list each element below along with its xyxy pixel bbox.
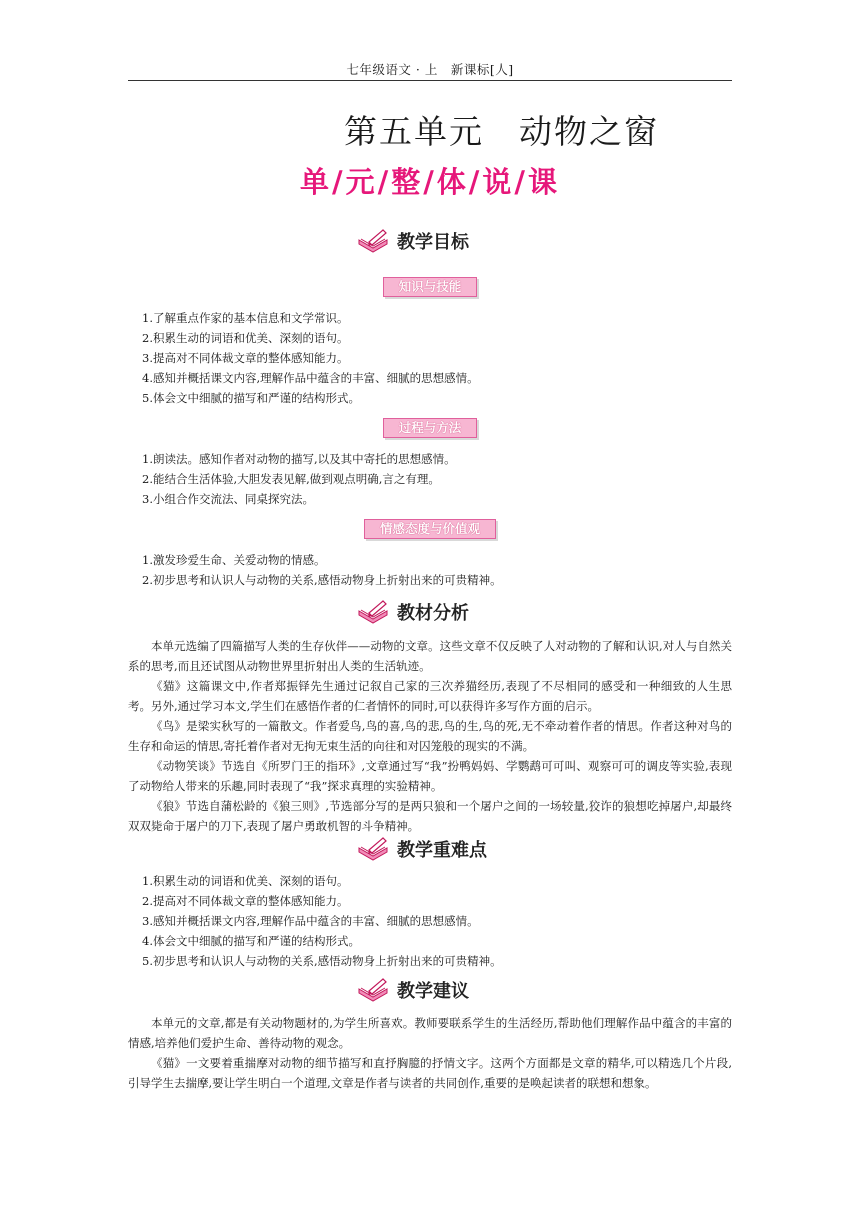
tag-knowledge-skills: 知识与技能	[383, 277, 477, 297]
header-divider	[128, 80, 732, 81]
pen-and-book-icon	[357, 977, 389, 1003]
section-objectives-heading	[357, 228, 469, 254]
section-objectives-title: 教学目标	[397, 232, 469, 253]
list-item: 2.初步思考和认识人与动物的关系,感悟动物身上折射出来的可贵精神。	[142, 573, 502, 587]
list-item: 5.初步思考和认识人与动物的关系,感悟动物身上折射出来的可贵精神。	[142, 954, 502, 968]
tag-process-methods: 过程与方法	[383, 418, 477, 438]
process-list	[142, 449, 456, 509]
list-item: 3.感知并概括课文内容,理解作品中蕴含的丰富、细腻的思想感情。	[142, 914, 479, 928]
pen-and-book-icon	[357, 836, 389, 862]
list-item: 1.朗读法。感知作者对动物的描写,以及其中寄托的思想感情。	[142, 452, 456, 466]
list-item: 3.小组合作交流法、同桌探究法。	[142, 492, 314, 506]
analysis-paragraph: 本单元选编了四篇描写人类的生存伙伴——动物的文章。这些文章不仅反映了人对动物的了解和认识,对人与自然关系的思考,而且还试图从动物世界里折射出人类的生活轨迹。	[128, 639, 732, 673]
section-keypoints-title: 教学重难点	[397, 840, 487, 861]
list-item: 2.积累生动的词语和优美、深刻的语句。	[142, 331, 349, 345]
pen-and-book-icon	[357, 228, 389, 254]
analysis-paragraph: 《鸟》是梁实秋写的一篇散文。作者爱鸟,鸟的喜,鸟的悲,鸟的生,鸟的死,无不牵动着作者的情思。作者这种对鸟的生存和命运的情思,寄托着作者对无拘无束生活的向往和对囚笼般的现实的不满。	[128, 719, 732, 753]
list-item: 4.体会文中细腻的描写和严谨的结构形式。	[142, 934, 360, 948]
list-item: 5.体会文中细腻的描写和严谨的结构形式。	[142, 391, 360, 405]
suggestion-paragraph: 《猫》一文要着重揣摩对动物的细节描写和直抒胸臆的抒情文字。这两个方面都是文章的精华,可以精选几个片段,引导学生去揣摩,要让学生明白一个道理,文章是作者与读者的共同创作,重要的是唤起读者的联想和想象。	[128, 1056, 732, 1090]
section-suggestions-title: 教学建议	[397, 981, 469, 1002]
list-item: 1.积累生动的词语和优美、深刻的语句。	[142, 874, 349, 888]
pen-and-book-icon	[357, 599, 389, 625]
analysis-paragraph: 《动物笑谈》节选自《所罗门王的指环》,文章通过写“我”扮鸭妈妈、学鹦鹉可可叫、观察可可的调皮等实验,表现了动物给人带来的乐趣,同时表现了“我”探求真理的实验精神。	[128, 759, 732, 793]
list-item: 4.感知并概括课文内容,理解作品中蕴含的丰富、细腻的思想感情。	[142, 371, 479, 385]
list-item: 1.了解重点作家的基本信息和文学常识。	[142, 311, 349, 325]
list-item: 2.提高对不同体裁文章的整体感知能力。	[142, 894, 349, 908]
section-keypoints-heading	[357, 836, 487, 862]
analysis-paragraph: 《狼》节选自蒲松龄的《狼三则》,节选部分写的是两只狼和一个屠户之间的一场较量,狡诈的狼想吃掉屠户,却最终双双毙命于屠户的刀下,表现了屠户勇敢机智的斗争精神。	[128, 799, 732, 833]
section-analysis-title: 教材分析	[397, 603, 469, 624]
section-suggestions-heading	[357, 977, 469, 1003]
unit-banner: 单/元/整/体/说/课	[300, 165, 560, 199]
tag-emotion-values: 情感态度与价值观	[364, 519, 496, 539]
knowledge-list	[142, 308, 479, 408]
emotion-list	[142, 550, 502, 590]
keypoints-list	[142, 871, 502, 971]
running-header: 七年级语文 · 上 新课标[人]	[346, 62, 514, 77]
suggestion-paragraph: 本单元的文章,都是有关动物题材的,为学生所喜欢。教师要联系学生的生活经历,帮助他们理解作品中蕴含的丰富的情感,培养他们爱护生命、善待动物的观念。	[128, 1016, 732, 1050]
list-item: 2.能结合生活体验,大胆发表见解,做到观点明确,言之有理。	[142, 472, 440, 486]
section-analysis-heading	[357, 599, 469, 625]
list-item: 1.激发珍爱生命、关爱动物的情感。	[142, 553, 326, 567]
unit-title: 第五单元 动物之窗	[344, 112, 659, 151]
analysis-paragraph: 《猫》这篇课文中,作者郑振铎先生通过记叙自己家的三次养猫经历,表现了不尽相同的感受和一种细致的人生思考。另外,通过学习本文,学生们在感悟作者的仁者情怀的同时,可以获得许多写作方面的启示。	[128, 679, 732, 713]
list-item: 3.提高对不同体裁文章的整体感知能力。	[142, 351, 349, 365]
